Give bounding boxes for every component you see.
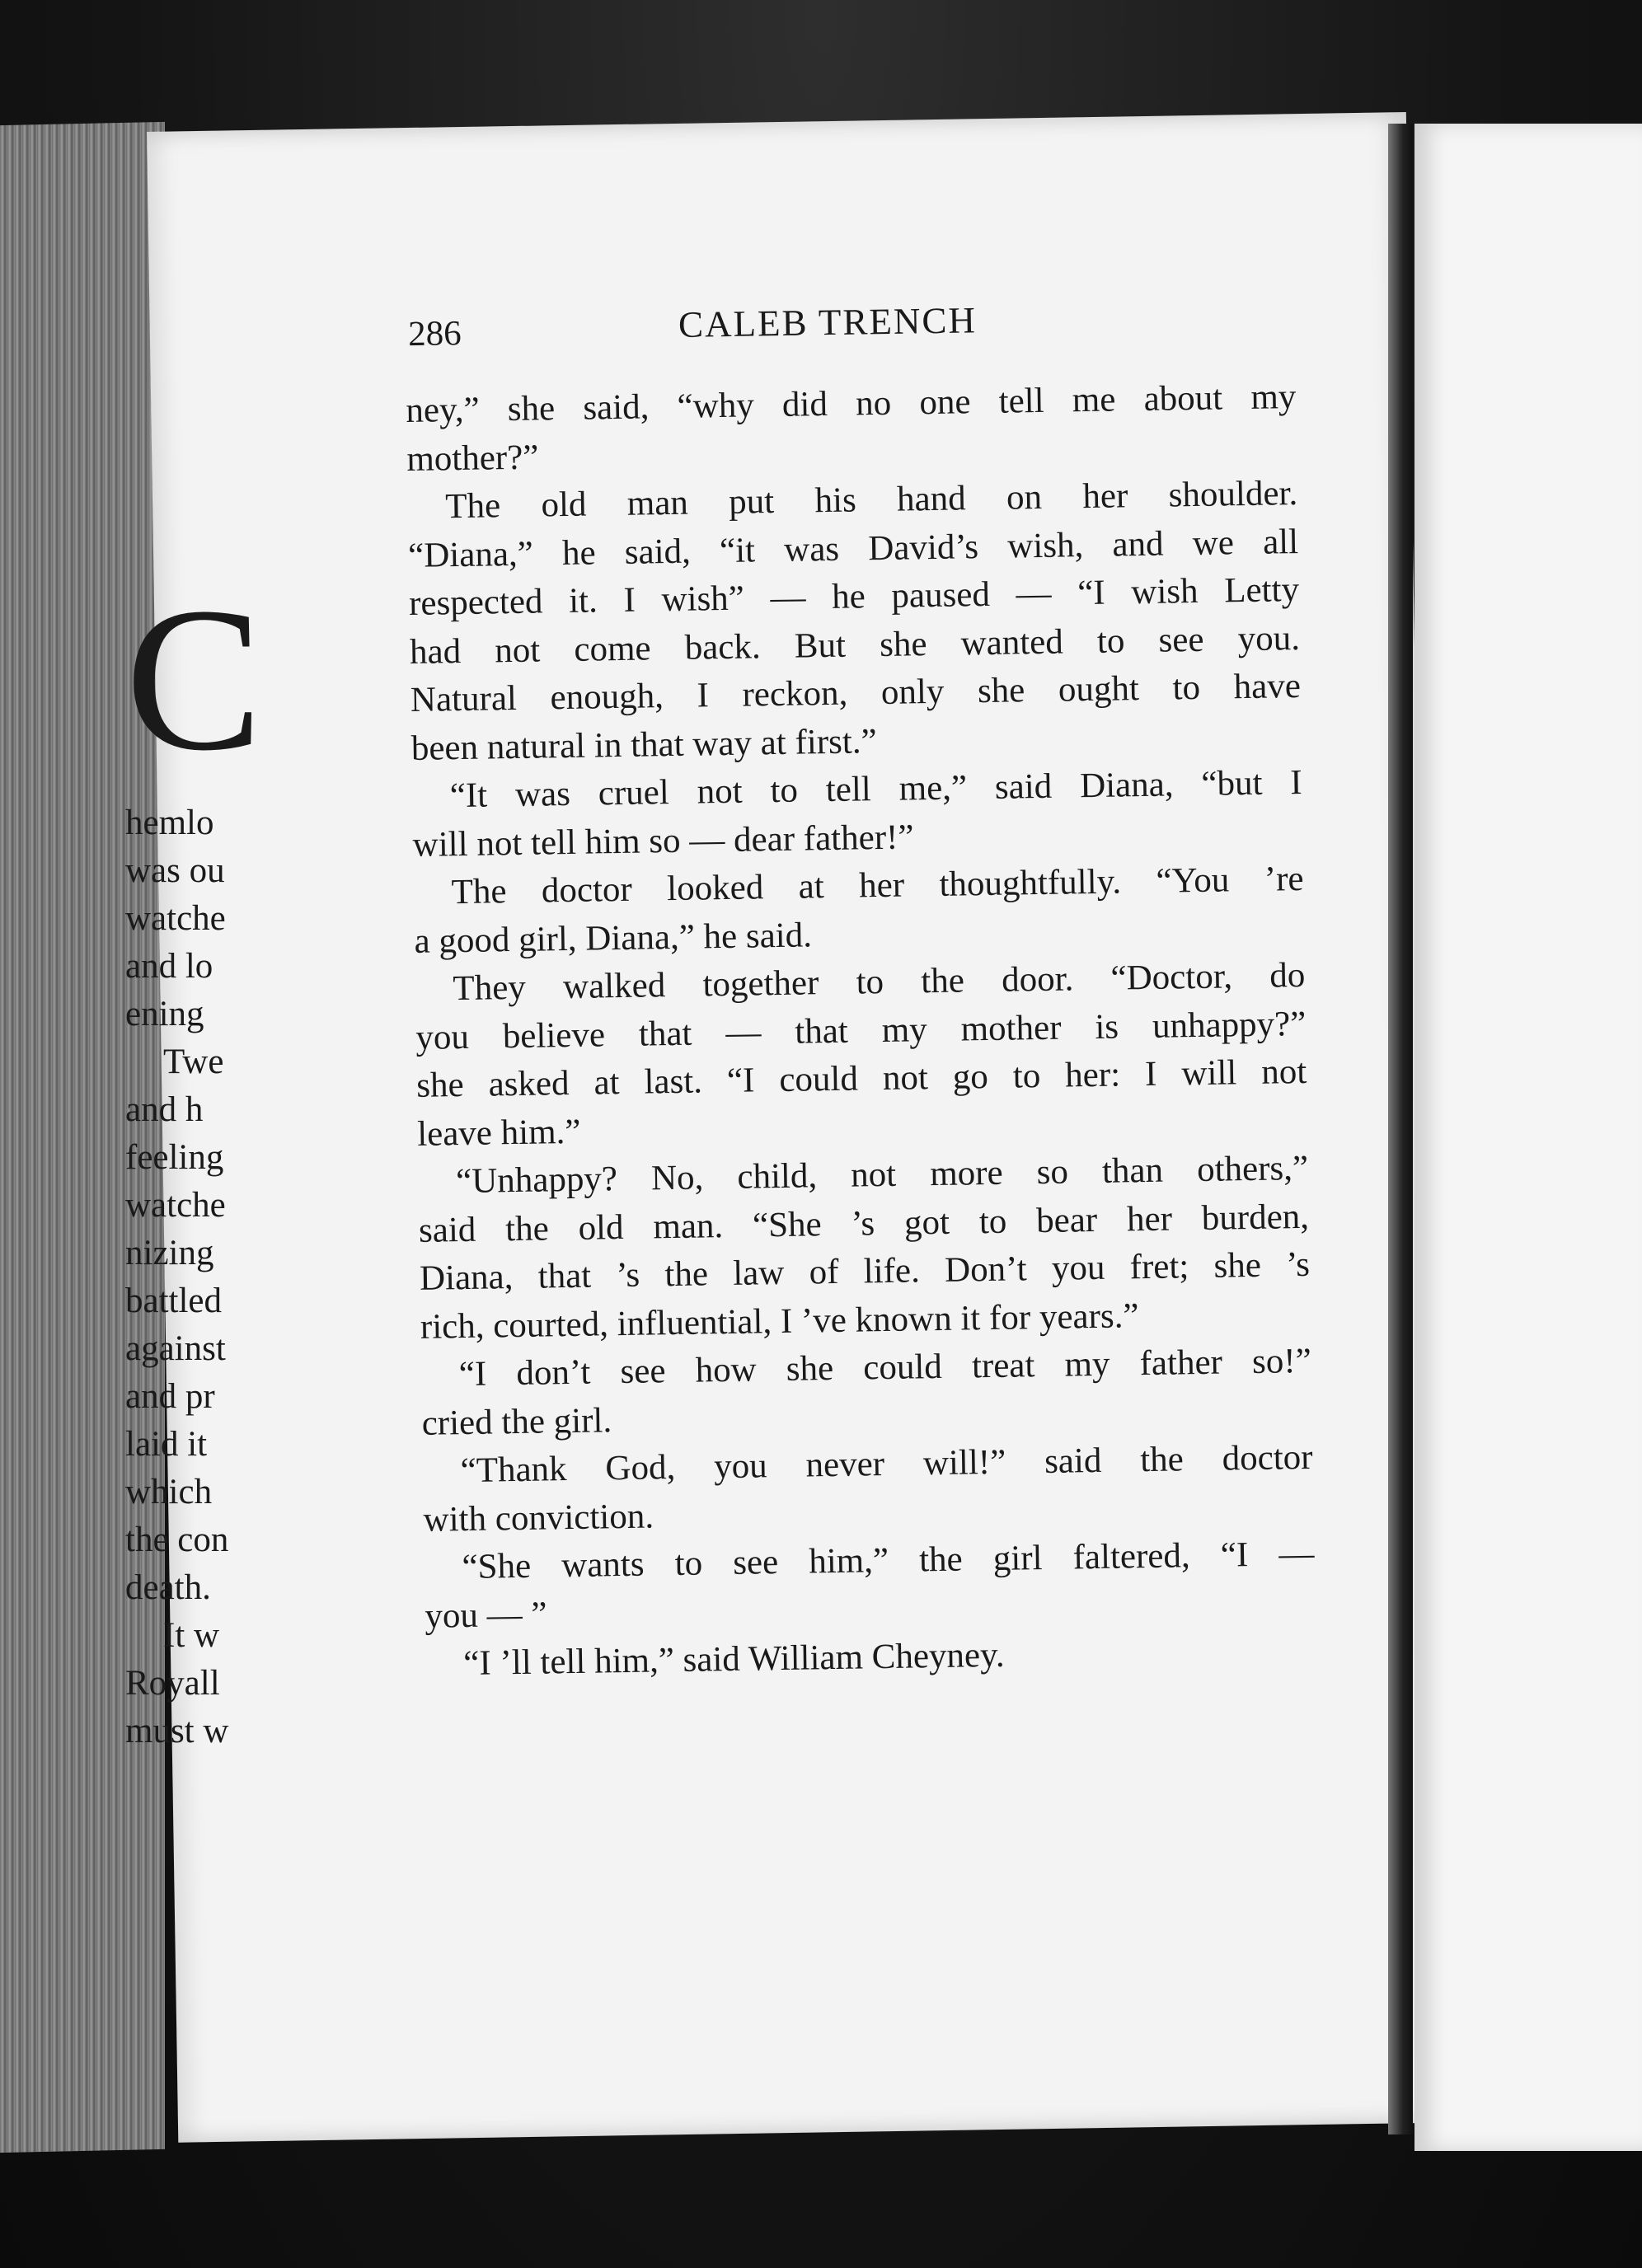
text-line: she asked at last. “I could not go to her: I will not [415,1052,1307,1105]
text-line: laid it [125,1425,208,1464]
text-line: “Unhappy? No, child, not more so than others,” [455,1148,1309,1202]
text-line: respected it. I wish” — he paused — “I wish Letty [408,570,1300,623]
text-line: feeling [125,1138,224,1177]
text-line: Royall [125,1664,220,1703]
text-line: rich, courted, influential, I ’ve known it for years.” [420,1296,1139,1347]
drop-cap: C [125,565,263,794]
running-title: CALEB TRENCH [678,299,978,345]
text-line: Natural enough, I reckon, only she ought to have [410,666,1302,719]
text-line: mother?” [406,437,539,479]
right-page [1414,124,1642,2151]
text-line: and pr [125,1377,215,1416]
text-line: “I don’t see how she could treat my father so!” [458,1341,1312,1394]
text-line: which [125,1473,213,1511]
text-line: “It was cruel not to tell me,” said Diana, “but I [449,762,1303,816]
right-page-text [125,799,340,1755]
text-line: ney,” she said, “why did no one tell me about my [406,377,1297,430]
text-line: the con [125,1521,229,1559]
text-line: you — ” [425,1594,547,1636]
text-line: They walked together to the door. “Doctor, do [453,955,1306,1009]
text-line: ening [125,995,204,1033]
text-line: “I ’ll tell him,” said William Cheyney. [462,1635,1005,1684]
text-line: battled [125,1282,223,1320]
text-line: watche [125,899,226,938]
text-line: must w [125,1712,229,1750]
text-line: “Thank God, you never will!” said the doctor [460,1437,1313,1491]
text-line: and lo [125,947,213,986]
left-page-text [406,373,1316,1689]
text-line: It w [163,1616,220,1655]
book-gutter [1388,124,1413,2134]
page-number: 286 [407,314,462,354]
text-line: Twe [163,1043,224,1081]
text-line: The doctor looked at her thoughtfully. “You ’re [451,859,1304,912]
text-line: had not come back. But she wanted to see you. [409,618,1301,672]
text-line: against [125,1329,226,1368]
text-line: a good girl, Diana,” he said. [414,915,813,961]
text-line: cried the girl. [421,1400,612,1443]
text-line: been natural in that way at first.” [410,721,877,768]
text-line: The old man put his hand on her shoulder. [444,474,1298,527]
text-line: will not tell him so — dear father!” [412,817,914,865]
text-line: said the old man. “She ’s got to bear her burden, [418,1197,1310,1250]
text-line: was ou [125,851,225,890]
text-line: and h [125,1090,204,1129]
text-line: nizing [125,1234,214,1272]
text-line: “She wants to see him,” the girl faltered, “I — [462,1534,1315,1587]
text-line: leave him.” [416,1112,581,1154]
text-line: Diana, that ’s the law of life. Don’t you fret; she ’s [419,1244,1311,1298]
text-line: watche [125,1186,226,1225]
text-line: hemlo [125,804,214,842]
text-line: you believe that — that my mother is unhappy?” [415,1004,1307,1057]
text-line: “Diana,” he said, “it was David’s wish, and we all [407,522,1299,575]
text-line: death. [125,1568,211,1607]
text-line: with conviction. [423,1496,654,1539]
